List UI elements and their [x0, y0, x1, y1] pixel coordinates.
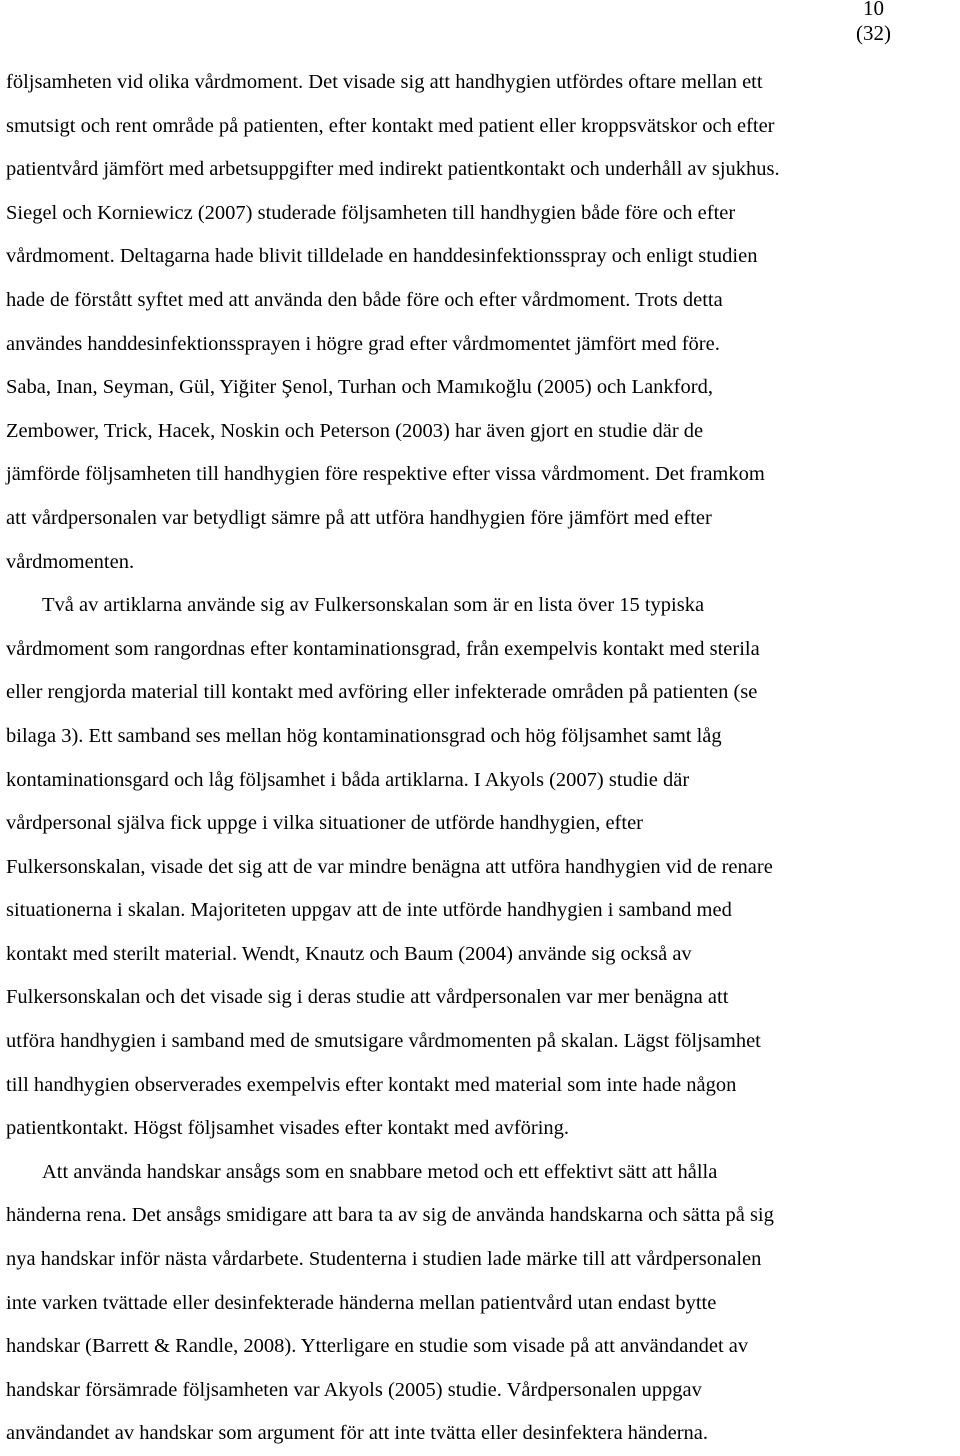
- text-line: nya handskar inför nästa vårdarbete. Studenterna i studien lade märke till att vårdpersonalen: [6, 1248, 762, 1271]
- text-line: händerna rena. Det ansågs smidigare att bara ta av sig de använda handskarna och sätta på sig: [6, 1204, 774, 1227]
- text-line: Fulkersonskalan och det visade sig i deras studie att vårdpersonalen var mer benägna att: [6, 986, 729, 1009]
- paragraph: [6, 584, 958, 1151]
- paragraph: [6, 1151, 958, 1456]
- text-line: handskar (Barrett & Randle, 2008). Ytterligare en studie som visade på att användandet av: [6, 1335, 749, 1358]
- text-line: vårdmomenten.: [6, 550, 135, 573]
- text-line: jämförde följsamheten till handhygien före respektive efter vissa vårdmoment. Det framkom: [6, 463, 765, 486]
- text-line: vårdpersonal själva fick uppge i vilka situationer de utförde handhygien, efter: [6, 812, 643, 835]
- text-line: patientkontakt. Högst följsamhet visades efter kontakt med avföring.: [6, 1117, 570, 1140]
- text-line: bilaga 3). Ett samband ses mellan hög kontaminationsgrad och hög följsamhet samt låg: [6, 724, 722, 747]
- page-number: [856, 0, 891, 46]
- text-line: Saba, Inan, Seyman, Gül, Yiğiter Şenol, Turhan och Mamıkoğlu (2005) och Lankford,: [6, 376, 713, 399]
- text-line: att vårdpersonalen var betydligt sämre på att utföra handhygien före jämfört med efter: [6, 506, 712, 529]
- text-line: kontaminationsgard och låg följsamhet i båda artiklarna. I Akyols (2007) studie där: [6, 768, 690, 791]
- text-line: Zembower, Trick, Hacek, Noskin och Peterson (2003) har även gjort en studie där de: [6, 419, 704, 442]
- text-line: eller rengjorda material till kontakt med avföring eller infekterade områden på patienten (se: [6, 681, 758, 704]
- text-line: vårdmoment som rangordnas efter kontaminationsgrad, från exempelvis kontakt med sterila: [6, 637, 760, 660]
- text-line: användandet av handskar som argument för att inte tvätta eller desinfektera händerna.: [6, 1422, 709, 1445]
- text-line: inte varken tvättade eller desinfekterade händerna mellan patientvård utan endast bytte: [6, 1291, 717, 1314]
- text-line: kontakt med sterilt material. Wendt, Knautz och Baum (2004) använde sig också av: [6, 942, 692, 965]
- text-line: situationerna i skalan. Majoriteten uppgav att de inte utförde handhygien i samband med: [6, 899, 732, 922]
- paragraph: [6, 61, 958, 584]
- text-line: patientvård jämfört med arbetsuppgifter med indirekt patientkontakt och underhåll av sjukhus.: [6, 158, 780, 181]
- text-line: Två av artiklarna använde sig av Fulkersonskalan som är en lista över 15 typiska: [42, 594, 705, 617]
- page-number-current: 10: [863, 0, 884, 20]
- text-line: Att använda handskar ansågs som en snabbare metod och ett effektivt sätt att hålla: [42, 1160, 718, 1183]
- text-line: vårdmoment. Deltagarna hade blivit tilldelade en handdesinfektionsspray och enligt studien: [6, 245, 758, 268]
- text-line: Siegel och Korniewicz (2007) studerade följsamheten till handhygien både före och efter: [6, 201, 736, 224]
- text-line: smutsigt och rent område på patienten, efter kontakt med patient eller kroppsvätskor och efter: [6, 114, 775, 137]
- text-line: till handhygien observerades exempelvis efter kontakt med material som inte hade någon: [6, 1073, 737, 1096]
- text-line: användes handdesinfektionssprayen i högre grad efter vårdmomentet jämfört med före.: [6, 332, 720, 355]
- page-number-total: (32): [856, 21, 891, 45]
- text-line: handskar försämrade följsamheten var Akyols (2005) studie. Vårdpersonalen uppgav: [6, 1378, 702, 1401]
- body-text: [6, 61, 958, 1456]
- text-line: hade de förstått syftet med att använda den både före och efter vårdmoment. Trots detta: [6, 288, 723, 311]
- text-line: utföra handhygien i samband med de smutsigare vårdmomenten på skalan. Lägst följsamhet: [6, 1030, 761, 1053]
- text-line: följsamheten vid olika vårdmoment. Det visade sig att handhygien utfördes oftare mellan ett: [6, 71, 763, 93]
- text-line: Fulkersonskalan, visade det sig att de var mindre benägna att utföra handhygien vid de renare: [6, 855, 773, 878]
